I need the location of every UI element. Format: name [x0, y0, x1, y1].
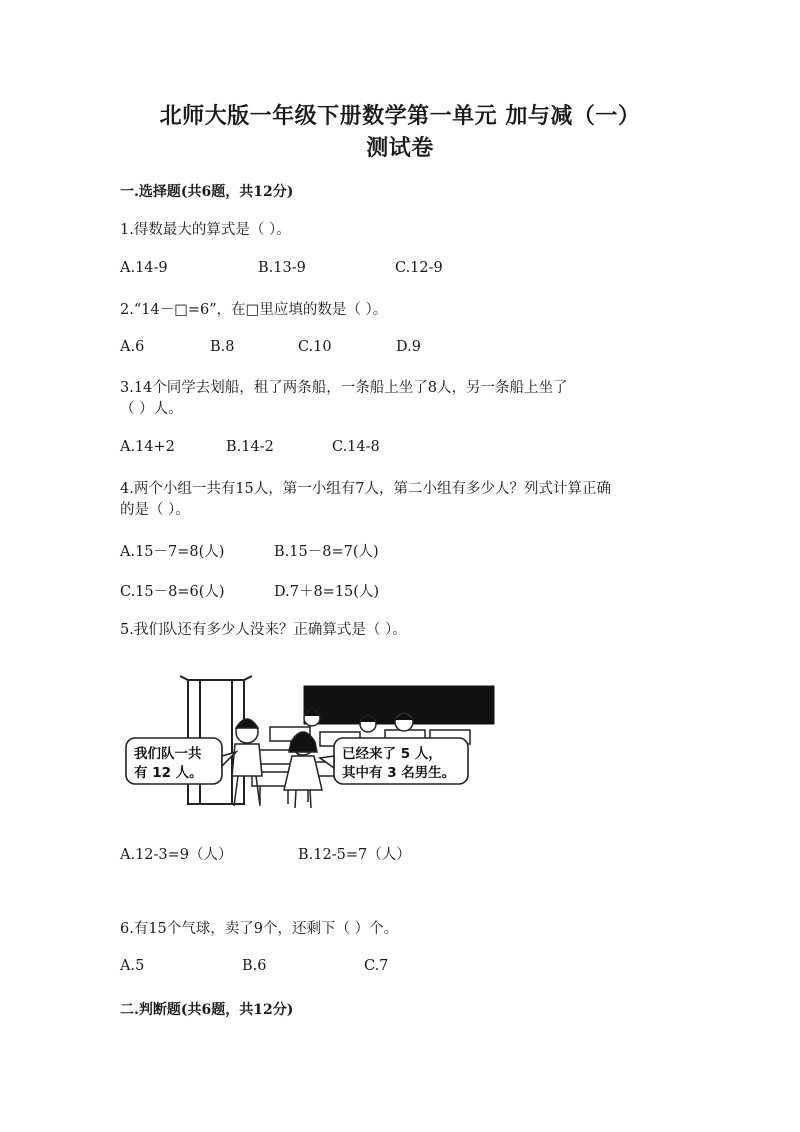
- option-4b: B.15－8=7(人): [274, 544, 379, 560]
- question-5: 5.我们队还有多少人没来？正确算式是（ ）。: [120, 622, 407, 638]
- option-2a: A.6: [120, 339, 145, 355]
- question-1: 1.得数最大的算式是（ ）。: [120, 222, 291, 238]
- option-6c: C.7: [364, 958, 389, 974]
- section-heading-judgement: 二.判断题(共6题，共12分): [120, 1002, 294, 1018]
- question-4-line2: 的是（ ）。: [120, 502, 190, 518]
- option-6a: A.5: [120, 958, 145, 974]
- option-1b: B.13-9: [258, 260, 306, 276]
- option-4d: D.7＋8=15(人): [274, 584, 380, 600]
- option-6b: B.6: [242, 958, 267, 974]
- option-4c: C.15－8=6(人): [120, 584, 225, 600]
- option-3a: A.14+2: [120, 439, 175, 455]
- question-6: 6.有15个气球，卖了9个，还剩下（ ）个。: [120, 921, 399, 937]
- option-2c: C.10: [298, 339, 332, 355]
- standing-girl: [284, 732, 322, 808]
- option-2d: D.9: [396, 339, 421, 355]
- bubble-left-line1: 我们队一共: [134, 746, 202, 762]
- question-4-line1: 4.两个小组一共有15人，第一小组有7人，第二小组有多少人？列式计算正确: [120, 481, 612, 497]
- option-5b: B.12-5=7（人）: [298, 847, 411, 863]
- option-1a: A.14-9: [120, 260, 168, 276]
- classroom-illustration: [120, 672, 500, 812]
- option-4a: A.15－7=8(人): [120, 544, 225, 560]
- standing-boy: [232, 719, 262, 806]
- option-3b: B.14-2: [226, 439, 274, 455]
- question-3-line1: 3.14个同学去划船，租了两条船，一条船上坐了8人，另一条船上坐了: [120, 380, 568, 396]
- bubble-right-line2: 其中有 3 名男生。: [342, 765, 456, 781]
- option-5a: A.12-3=9（人）: [120, 847, 233, 863]
- page-subtitle: 测试卷: [366, 135, 434, 161]
- bubble-right-line1: 已经来了 5 人，: [342, 746, 442, 762]
- question-2: 2.“14－□=6”，在□里应填的数是（ ）。: [120, 302, 388, 318]
- page-title: 北师大版一年级下册数学第一单元 加与减（一）: [159, 103, 641, 129]
- option-1c: C.12-9: [395, 260, 443, 276]
- option-3c: C.14-8: [332, 439, 380, 455]
- option-2b: B.8: [210, 339, 235, 355]
- question-3-line2: （ ）人。: [120, 401, 183, 417]
- bubble-left-line2: 有 12 人。: [134, 765, 203, 781]
- section-heading-choice: 一.选择题(共6题，共12分): [120, 184, 294, 200]
